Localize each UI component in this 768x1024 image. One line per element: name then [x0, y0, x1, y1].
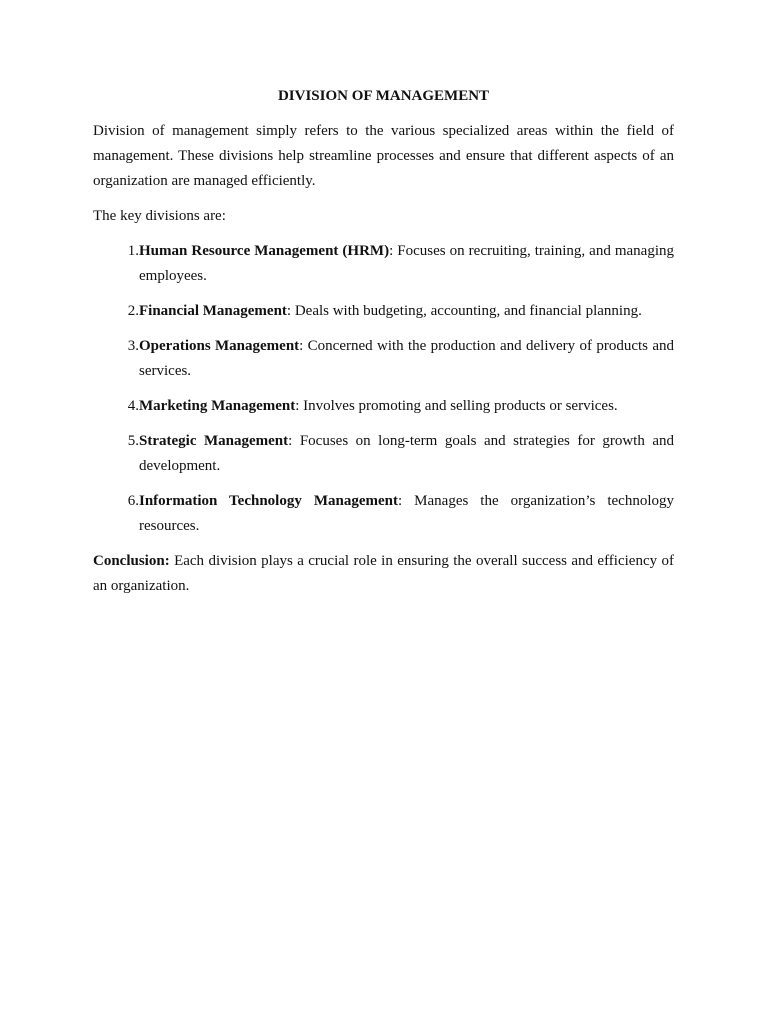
conclusion-text: Each division plays a crucial role in ensuring the overall success and efficiency of an organization. — [93, 553, 674, 594]
lead-in-text: The key divisions are: — [93, 208, 226, 224]
division-description: : Deals with budgeting, accounting, and financial planning. — [286, 303, 642, 319]
list-item-number: 4. — [127, 398, 139, 414]
list-item-text — [139, 429, 674, 479]
division-name: Human Resource Management (HRM) — [139, 243, 390, 259]
list-item-number: 6. — [127, 493, 139, 509]
list-item-text — [139, 334, 674, 384]
division-description: : Concerned with the production and delivery of products and services. — [139, 338, 674, 379]
list-item-text — [139, 489, 674, 539]
divisions-list — [93, 239, 674, 539]
division-description: : Manages the organization’s technology resources. — [139, 493, 674, 534]
division-name: Financial Management — [139, 303, 287, 319]
division-description: : Focuses on recruiting, training, and managing employees. — [139, 243, 675, 284]
list-item-number: 1. — [127, 243, 139, 259]
list-item — [93, 334, 674, 384]
conclusion-paragraph — [93, 549, 674, 599]
division-description: : Involves promoting and selling products or services. — [295, 398, 618, 414]
list-item — [93, 239, 674, 289]
division-name: Operations Management — [139, 338, 300, 354]
list-item-text — [139, 299, 674, 324]
list-item-number: 2. — [127, 303, 139, 319]
division-name: Marketing Management — [139, 398, 296, 414]
document-page — [93, 84, 674, 609]
division-description: : Focuses on long-term goals and strategies for growth and development. — [139, 433, 674, 474]
list-item-number: 3. — [127, 338, 139, 354]
list-item — [93, 299, 674, 324]
conclusion-label: Conclusion: — [93, 553, 170, 569]
list-item-number: 5. — [127, 433, 139, 449]
list-item-text — [139, 239, 674, 289]
document-title: DIVISION OF MANAGEMENT — [277, 88, 490, 104]
list-item — [93, 489, 674, 539]
division-name: Strategic Management — [139, 433, 289, 449]
list-item-text — [139, 394, 674, 419]
list-item — [93, 429, 674, 479]
intro-paragraph: Division of management simply refers to the various specialized areas within the field of management. These divisions help streamline processes and ensure that different aspects of an organization are managed efficiently. — [93, 123, 674, 189]
list-item — [93, 394, 674, 419]
division-name: Information Technology Management — [139, 493, 398, 509]
